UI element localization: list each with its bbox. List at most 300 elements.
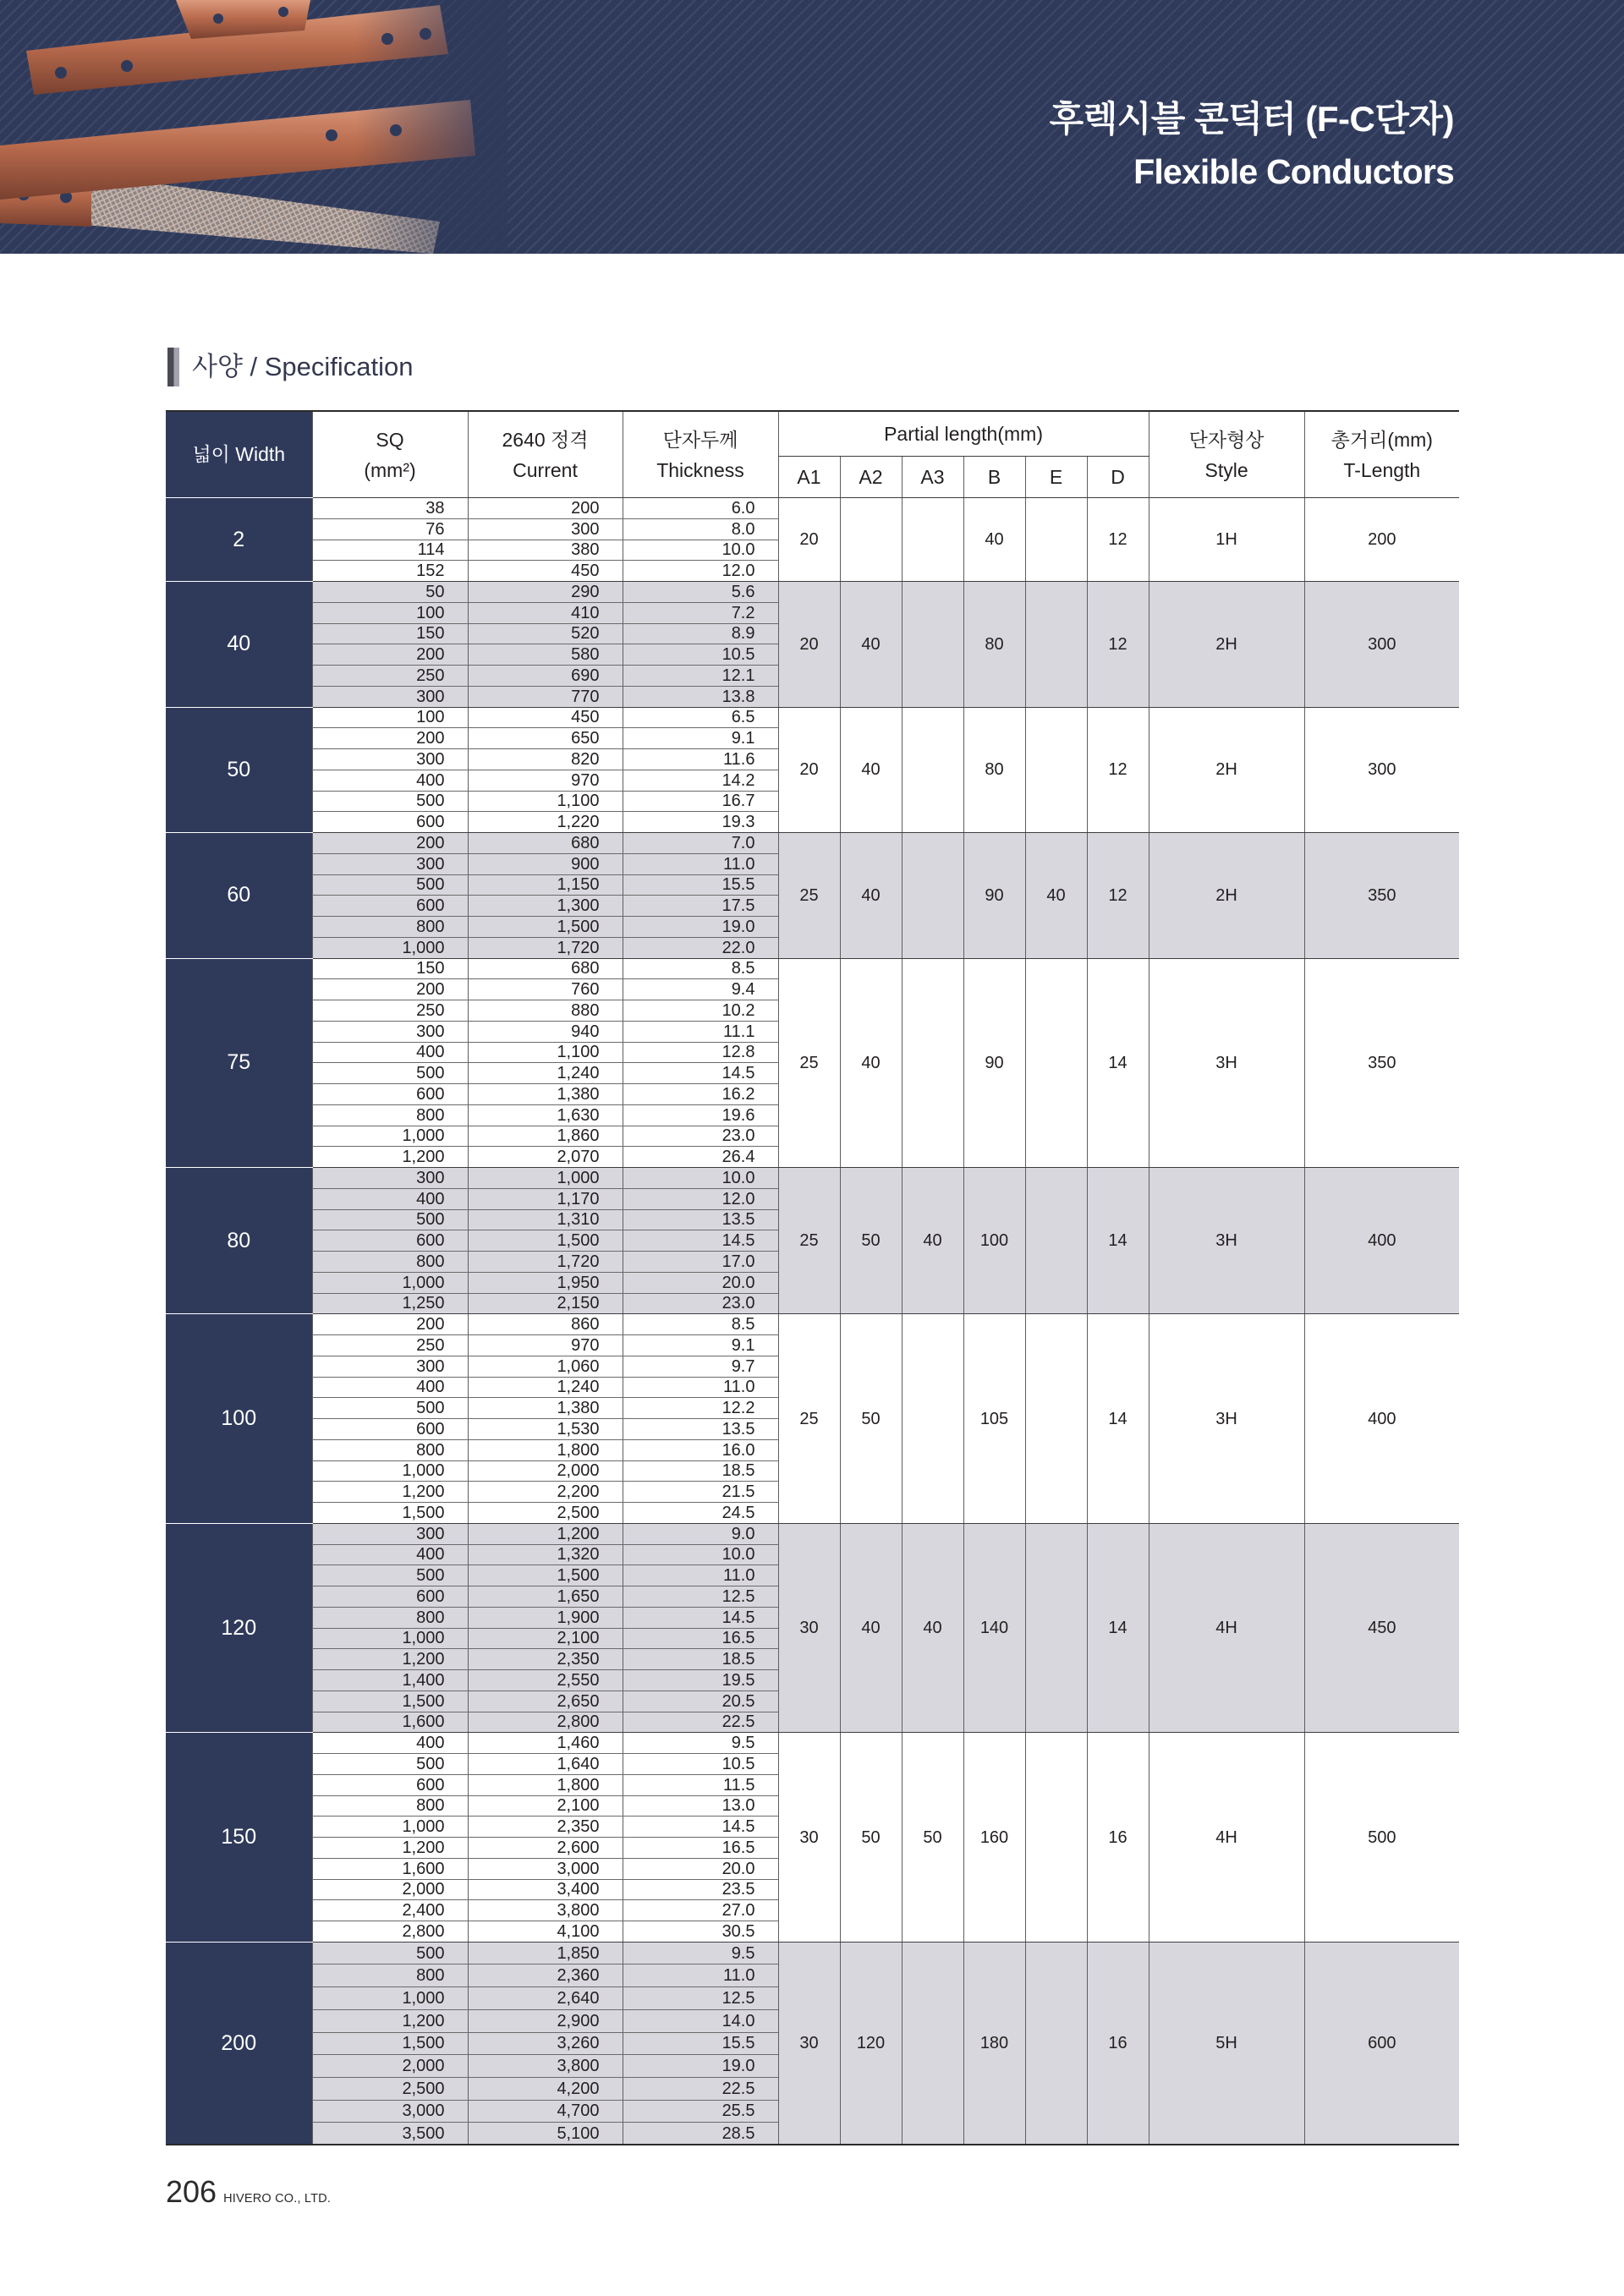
current-cell: 680 bbox=[468, 833, 623, 854]
sq-cell: 1,200 bbox=[312, 2009, 468, 2032]
title-english: Flexible Conductors bbox=[1133, 152, 1454, 191]
thickness-cell: 8.9 bbox=[623, 623, 778, 644]
page-footer bbox=[166, 2175, 331, 2209]
t-length-cell: 300 bbox=[1304, 582, 1459, 708]
current-cell: 1,650 bbox=[468, 1586, 623, 1608]
thickness-cell: 25.5 bbox=[623, 2100, 778, 2123]
thickness-cell: 11.0 bbox=[623, 1565, 778, 1586]
current-cell: 4,100 bbox=[468, 1921, 623, 1943]
width-cell: 2 bbox=[166, 498, 312, 582]
current-cell: 1,640 bbox=[468, 1754, 623, 1775]
width-cell: 50 bbox=[166, 707, 312, 833]
partial-e-cell bbox=[1025, 1942, 1087, 2145]
table-row bbox=[166, 958, 1459, 979]
partial-b-cell: 40 bbox=[963, 498, 1025, 582]
partial-a2-cell: 50 bbox=[840, 1733, 902, 1943]
thickness-cell: 14.2 bbox=[623, 770, 778, 791]
current-cell: 880 bbox=[468, 1000, 623, 1022]
sq-cell: 250 bbox=[312, 1335, 468, 1356]
partial-d-cell: 12 bbox=[1087, 833, 1149, 959]
header-current-korean: 2640 정격 bbox=[502, 428, 589, 451]
sq-cell: 1,000 bbox=[312, 1460, 468, 1482]
header-width: 넓이 Width bbox=[166, 411, 312, 498]
sq-cell: 1,200 bbox=[312, 1838, 468, 1859]
thickness-cell: 13.0 bbox=[623, 1795, 778, 1817]
sq-cell: 600 bbox=[312, 1084, 468, 1105]
thickness-cell: 14.5 bbox=[623, 1063, 778, 1084]
sq-cell: 800 bbox=[312, 1795, 468, 1817]
header-t-length bbox=[1304, 411, 1459, 498]
thickness-cell: 15.5 bbox=[623, 2032, 778, 2055]
sq-cell: 1,000 bbox=[312, 1272, 468, 1293]
sq-cell: 300 bbox=[312, 749, 468, 770]
sq-cell: 800 bbox=[312, 917, 468, 938]
style-cell: 4H bbox=[1149, 1523, 1304, 1733]
partial-e-cell bbox=[1025, 582, 1087, 708]
thickness-cell: 12.8 bbox=[623, 1042, 778, 1063]
partial-e-cell: 40 bbox=[1025, 833, 1087, 959]
sq-cell: 500 bbox=[312, 1209, 468, 1230]
current-cell: 580 bbox=[468, 644, 623, 666]
partial-b-cell: 100 bbox=[963, 1168, 1025, 1314]
thickness-cell: 11.1 bbox=[623, 1021, 778, 1042]
thickness-cell: 14.5 bbox=[623, 1817, 778, 1838]
header-d: D bbox=[1087, 457, 1149, 498]
sq-cell: 1,000 bbox=[312, 1987, 468, 2010]
current-cell: 3,800 bbox=[468, 2055, 623, 2078]
thickness-cell: 12.0 bbox=[623, 1188, 778, 1209]
partial-a1-cell: 25 bbox=[778, 958, 840, 1168]
thickness-cell: 11.0 bbox=[623, 853, 778, 874]
current-cell: 1,060 bbox=[468, 1356, 623, 1377]
sq-cell: 400 bbox=[312, 770, 468, 791]
current-cell: 410 bbox=[468, 602, 623, 623]
t-length-cell: 400 bbox=[1304, 1314, 1459, 1524]
sq-cell: 200 bbox=[312, 644, 468, 666]
current-cell: 1,240 bbox=[468, 1377, 623, 1398]
thickness-cell: 10.0 bbox=[623, 1544, 778, 1565]
current-cell: 300 bbox=[468, 518, 623, 540]
thickness-cell: 22.0 bbox=[623, 937, 778, 958]
header-current-label: Current bbox=[513, 458, 578, 481]
sq-cell: 500 bbox=[312, 874, 468, 896]
current-cell: 1,300 bbox=[468, 896, 623, 917]
thickness-cell: 23.5 bbox=[623, 1879, 778, 1900]
t-length-cell: 300 bbox=[1304, 707, 1459, 833]
t-length-cell: 350 bbox=[1304, 833, 1459, 959]
style-cell: 5H bbox=[1149, 1942, 1304, 2145]
sq-cell: 400 bbox=[312, 1733, 468, 1754]
sq-cell: 400 bbox=[312, 1042, 468, 1063]
thickness-cell: 20.0 bbox=[623, 1858, 778, 1879]
partial-e-cell bbox=[1025, 498, 1087, 582]
thickness-cell: 19.6 bbox=[623, 1104, 778, 1126]
thickness-cell: 12.2 bbox=[623, 1398, 778, 1419]
current-cell: 1,860 bbox=[468, 1126, 623, 1147]
t-length-cell: 600 bbox=[1304, 1942, 1459, 2145]
thickness-cell: 9.0 bbox=[623, 1523, 778, 1544]
thickness-cell: 20.0 bbox=[623, 1272, 778, 1293]
style-cell: 1H bbox=[1149, 498, 1304, 582]
header-partial-length: Partial length(mm) bbox=[778, 411, 1149, 457]
thickness-cell: 18.5 bbox=[623, 1649, 778, 1670]
sq-cell: 1,400 bbox=[312, 1670, 468, 1691]
sq-cell: 800 bbox=[312, 1607, 468, 1628]
current-cell: 2,100 bbox=[468, 1795, 623, 1817]
sq-cell: 200 bbox=[312, 833, 468, 854]
thickness-cell: 19.5 bbox=[623, 1670, 778, 1691]
header-t-length-korean: 총거리(mm) bbox=[1330, 428, 1433, 451]
current-cell: 2,640 bbox=[468, 1987, 623, 2010]
partial-a1-cell: 20 bbox=[778, 498, 840, 582]
current-cell: 5,100 bbox=[468, 2123, 623, 2145]
current-cell: 1,380 bbox=[468, 1084, 623, 1105]
partial-b-cell: 80 bbox=[963, 582, 1025, 708]
sq-cell: 500 bbox=[312, 1398, 468, 1419]
sq-cell: 500 bbox=[312, 1942, 468, 1964]
t-length-cell: 200 bbox=[1304, 498, 1459, 582]
partial-a1-cell: 25 bbox=[778, 833, 840, 959]
sq-cell: 300 bbox=[312, 853, 468, 874]
sq-cell: 400 bbox=[312, 1377, 468, 1398]
current-cell: 1,530 bbox=[468, 1419, 623, 1440]
current-cell: 4,200 bbox=[468, 2077, 623, 2100]
partial-e-cell bbox=[1025, 1168, 1087, 1314]
current-cell: 1,900 bbox=[468, 1607, 623, 1628]
partial-d-cell: 16 bbox=[1087, 1942, 1149, 2145]
thickness-cell: 9.5 bbox=[623, 1942, 778, 1964]
partial-b-cell: 160 bbox=[963, 1733, 1025, 1943]
current-cell: 380 bbox=[468, 540, 623, 561]
sq-cell: 76 bbox=[312, 518, 468, 540]
header-style-label: Style bbox=[1204, 458, 1248, 481]
partial-a3-cell: 40 bbox=[902, 1168, 963, 1314]
sq-cell: 600 bbox=[312, 1774, 468, 1795]
current-cell: 2,600 bbox=[468, 1838, 623, 1859]
header-thickness-korean: 단자두께 bbox=[662, 428, 738, 451]
style-cell: 2H bbox=[1149, 582, 1304, 708]
sq-cell: 1,500 bbox=[312, 1690, 468, 1712]
thickness-cell: 14.0 bbox=[623, 2009, 778, 2032]
sq-cell: 3,000 bbox=[312, 2100, 468, 2123]
sq-cell: 1,200 bbox=[312, 1482, 468, 1503]
current-cell: 2,900 bbox=[468, 2009, 623, 2032]
sq-cell: 200 bbox=[312, 1314, 468, 1335]
width-cell: 150 bbox=[166, 1733, 312, 1943]
sq-cell: 100 bbox=[312, 707, 468, 728]
title-block bbox=[1050, 97, 1454, 194]
partial-d-cell: 14 bbox=[1087, 1523, 1149, 1733]
header-banner bbox=[0, 0, 1624, 254]
sq-cell: 800 bbox=[312, 1252, 468, 1273]
partial-a3-cell bbox=[902, 1314, 963, 1524]
current-cell: 2,200 bbox=[468, 1482, 623, 1503]
partial-a3-cell bbox=[902, 498, 963, 582]
current-cell: 2,800 bbox=[468, 1712, 623, 1733]
header-sq bbox=[312, 411, 468, 498]
table-body bbox=[166, 498, 1459, 2145]
sq-cell: 800 bbox=[312, 1439, 468, 1460]
current-cell: 2,350 bbox=[468, 1649, 623, 1670]
partial-a2-cell: 40 bbox=[840, 958, 902, 1168]
thickness-cell: 30.5 bbox=[623, 1921, 778, 1943]
sq-cell: 1,000 bbox=[312, 937, 468, 958]
sq-cell: 250 bbox=[312, 1000, 468, 1022]
thickness-cell: 10.5 bbox=[623, 644, 778, 666]
current-cell: 940 bbox=[468, 1021, 623, 1042]
current-cell: 1,630 bbox=[468, 1104, 623, 1126]
thickness-cell: 9.5 bbox=[623, 1733, 778, 1754]
header-b: B bbox=[963, 457, 1025, 498]
sq-cell: 50 bbox=[312, 582, 468, 603]
sq-cell: 114 bbox=[312, 540, 468, 561]
table-row bbox=[166, 582, 1459, 603]
partial-b-cell: 105 bbox=[963, 1314, 1025, 1524]
style-cell: 2H bbox=[1149, 833, 1304, 959]
sq-cell: 500 bbox=[312, 1754, 468, 1775]
partial-a3-cell bbox=[902, 958, 963, 1168]
sq-cell: 200 bbox=[312, 979, 468, 1000]
thickness-cell: 9.4 bbox=[623, 979, 778, 1000]
thickness-cell: 13.8 bbox=[623, 686, 778, 707]
thickness-cell: 6.0 bbox=[623, 498, 778, 519]
partial-a1-cell: 30 bbox=[778, 1942, 840, 2145]
current-cell: 1,220 bbox=[468, 812, 623, 833]
partial-b-cell: 80 bbox=[963, 707, 1025, 833]
sq-cell: 2,500 bbox=[312, 2077, 468, 2100]
partial-a2-cell: 120 bbox=[840, 1942, 902, 2145]
style-cell: 3H bbox=[1149, 958, 1304, 1168]
sq-cell: 152 bbox=[312, 561, 468, 582]
style-cell: 3H bbox=[1149, 1168, 1304, 1314]
thickness-cell: 11.0 bbox=[623, 1964, 778, 1987]
current-cell: 3,800 bbox=[468, 1900, 623, 1921]
current-cell: 1,240 bbox=[468, 1063, 623, 1084]
partial-b-cell: 180 bbox=[963, 1942, 1025, 2145]
thickness-cell: 23.0 bbox=[623, 1126, 778, 1147]
thickness-cell: 16.5 bbox=[623, 1838, 778, 1859]
thickness-cell: 19.0 bbox=[623, 2055, 778, 2078]
page-number: 206 bbox=[166, 2174, 217, 2209]
current-cell: 520 bbox=[468, 623, 623, 644]
current-cell: 1,850 bbox=[468, 1942, 623, 1964]
thickness-cell: 13.5 bbox=[623, 1209, 778, 1230]
partial-a2-cell: 40 bbox=[840, 707, 902, 833]
sq-cell: 1,600 bbox=[312, 1858, 468, 1879]
partial-a3-cell bbox=[902, 1942, 963, 2145]
header-sq-label: SQ bbox=[376, 428, 404, 451]
current-cell: 650 bbox=[468, 728, 623, 749]
sq-cell: 600 bbox=[312, 1230, 468, 1252]
partial-d-cell: 12 bbox=[1087, 498, 1149, 582]
current-cell: 1,310 bbox=[468, 1209, 623, 1230]
current-cell: 1,500 bbox=[468, 1565, 623, 1586]
current-cell: 970 bbox=[468, 770, 623, 791]
sq-cell: 150 bbox=[312, 623, 468, 644]
current-cell: 1,500 bbox=[468, 917, 623, 938]
sq-cell: 1,500 bbox=[312, 2032, 468, 2055]
sq-cell: 300 bbox=[312, 1523, 468, 1544]
table-row bbox=[166, 707, 1459, 728]
thickness-cell: 12.1 bbox=[623, 666, 778, 687]
partial-a2-cell: 40 bbox=[840, 833, 902, 959]
partial-e-cell bbox=[1025, 1523, 1087, 1733]
thickness-cell: 22.5 bbox=[623, 1712, 778, 1733]
sq-cell: 600 bbox=[312, 1586, 468, 1608]
current-cell: 2,070 bbox=[468, 1147, 623, 1168]
current-cell: 290 bbox=[468, 582, 623, 603]
sq-cell: 1,250 bbox=[312, 1293, 468, 1314]
current-cell: 4,700 bbox=[468, 2100, 623, 2123]
width-cell: 60 bbox=[166, 833, 312, 959]
company-name: HIVERO CO., LTD. bbox=[223, 2192, 332, 2206]
sq-cell: 500 bbox=[312, 791, 468, 812]
thickness-cell: 7.0 bbox=[623, 833, 778, 854]
current-cell: 1,150 bbox=[468, 874, 623, 896]
sq-cell: 1,000 bbox=[312, 1628, 468, 1649]
sq-cell: 1,000 bbox=[312, 1126, 468, 1147]
thickness-cell: 5.6 bbox=[623, 582, 778, 603]
style-cell: 3H bbox=[1149, 1314, 1304, 1524]
current-cell: 760 bbox=[468, 979, 623, 1000]
sq-cell: 300 bbox=[312, 1021, 468, 1042]
current-cell: 3,260 bbox=[468, 2032, 623, 2055]
section-title: 사양 / Specification bbox=[192, 352, 414, 381]
thickness-cell: 23.0 bbox=[623, 1293, 778, 1314]
partial-a2-cell bbox=[840, 498, 902, 582]
partial-a1-cell: 20 bbox=[778, 707, 840, 833]
partial-d-cell: 14 bbox=[1087, 1168, 1149, 1314]
thickness-cell: 24.5 bbox=[623, 1503, 778, 1524]
sq-cell: 800 bbox=[312, 1104, 468, 1126]
width-cell: 120 bbox=[166, 1523, 312, 1733]
table-row bbox=[166, 1523, 1459, 1544]
partial-d-cell: 12 bbox=[1087, 707, 1149, 833]
sq-cell: 1,200 bbox=[312, 1147, 468, 1168]
sq-cell: 600 bbox=[312, 896, 468, 917]
table-row bbox=[166, 1942, 1459, 1964]
current-cell: 770 bbox=[468, 686, 623, 707]
partial-d-cell: 14 bbox=[1087, 1314, 1149, 1524]
current-cell: 1,500 bbox=[468, 1230, 623, 1252]
sq-cell: 500 bbox=[312, 1565, 468, 1586]
current-cell: 2,500 bbox=[468, 1503, 623, 1524]
width-cell: 75 bbox=[166, 958, 312, 1168]
thickness-cell: 19.3 bbox=[623, 812, 778, 833]
table-row bbox=[166, 1168, 1459, 1189]
sq-cell: 400 bbox=[312, 1544, 468, 1565]
header-thickness-label: Thickness bbox=[656, 458, 744, 481]
thickness-cell: 14.5 bbox=[623, 1230, 778, 1252]
specification-table bbox=[166, 410, 1459, 2145]
current-cell: 3,400 bbox=[468, 1879, 623, 1900]
style-cell: 4H bbox=[1149, 1733, 1304, 1943]
thickness-cell: 14.5 bbox=[623, 1607, 778, 1628]
partial-a2-cell: 50 bbox=[840, 1314, 902, 1524]
thickness-cell: 28.5 bbox=[623, 2123, 778, 2145]
thickness-cell: 9.1 bbox=[623, 728, 778, 749]
header-style bbox=[1149, 411, 1304, 498]
current-cell: 200 bbox=[468, 498, 623, 519]
current-cell: 2,150 bbox=[468, 1293, 623, 1314]
current-cell: 450 bbox=[468, 707, 623, 728]
partial-a3-cell: 40 bbox=[902, 1523, 963, 1733]
current-cell: 2,650 bbox=[468, 1690, 623, 1712]
thickness-cell: 17.0 bbox=[623, 1252, 778, 1273]
partial-a2-cell: 50 bbox=[840, 1168, 902, 1314]
current-cell: 1,800 bbox=[468, 1774, 623, 1795]
current-cell: 1,000 bbox=[468, 1168, 623, 1189]
partial-a1-cell: 20 bbox=[778, 582, 840, 708]
sq-cell: 100 bbox=[312, 602, 468, 623]
sq-cell: 200 bbox=[312, 728, 468, 749]
header-a2: A2 bbox=[840, 457, 902, 498]
partial-b-cell: 90 bbox=[963, 958, 1025, 1168]
sq-cell: 250 bbox=[312, 666, 468, 687]
thickness-cell: 9.1 bbox=[623, 1335, 778, 1356]
sq-cell: 2,000 bbox=[312, 2055, 468, 2078]
thickness-cell: 15.5 bbox=[623, 874, 778, 896]
thickness-cell: 21.5 bbox=[623, 1482, 778, 1503]
current-cell: 1,950 bbox=[468, 1272, 623, 1293]
thickness-cell: 13.5 bbox=[623, 1419, 778, 1440]
sq-cell: 1,500 bbox=[312, 1503, 468, 1524]
sq-cell: 1,600 bbox=[312, 1712, 468, 1733]
sq-cell: 1,200 bbox=[312, 1649, 468, 1670]
width-cell: 200 bbox=[166, 1942, 312, 2145]
header-e: E bbox=[1025, 457, 1087, 498]
t-length-cell: 500 bbox=[1304, 1733, 1459, 1943]
sq-cell: 150 bbox=[312, 958, 468, 979]
sq-cell: 600 bbox=[312, 812, 468, 833]
header-sq-unit: (mm²) bbox=[364, 458, 416, 481]
sq-cell: 800 bbox=[312, 1964, 468, 1987]
partial-a2-cell: 40 bbox=[840, 1523, 902, 1733]
partial-e-cell bbox=[1025, 1733, 1087, 1943]
thickness-cell: 18.5 bbox=[623, 1460, 778, 1482]
current-cell: 1,100 bbox=[468, 1042, 623, 1063]
table-header-row bbox=[166, 411, 1459, 457]
header-thickness bbox=[623, 411, 778, 498]
thickness-cell: 12.5 bbox=[623, 1987, 778, 2010]
section-marker bbox=[167, 348, 179, 386]
sq-cell: 3,500 bbox=[312, 2123, 468, 2145]
partial-b-cell: 140 bbox=[963, 1523, 1025, 1733]
sq-cell: 400 bbox=[312, 1188, 468, 1209]
thickness-cell: 8.5 bbox=[623, 1314, 778, 1335]
current-cell: 970 bbox=[468, 1335, 623, 1356]
partial-e-cell bbox=[1025, 1314, 1087, 1524]
sq-cell: 300 bbox=[312, 1356, 468, 1377]
thickness-cell: 9.7 bbox=[623, 1356, 778, 1377]
sq-cell: 500 bbox=[312, 1063, 468, 1084]
current-cell: 1,200 bbox=[468, 1523, 623, 1544]
partial-a3-cell: 50 bbox=[902, 1733, 963, 1943]
current-cell: 450 bbox=[468, 561, 623, 582]
partial-a2-cell: 40 bbox=[840, 582, 902, 708]
table-row bbox=[166, 498, 1459, 519]
thickness-cell: 11.0 bbox=[623, 1377, 778, 1398]
thickness-cell: 7.2 bbox=[623, 602, 778, 623]
partial-d-cell: 14 bbox=[1087, 958, 1149, 1168]
width-cell: 100 bbox=[166, 1314, 312, 1524]
partial-a3-cell bbox=[902, 833, 963, 959]
sq-cell: 38 bbox=[312, 498, 468, 519]
table-row bbox=[166, 1733, 1459, 1754]
header-a1: A1 bbox=[778, 457, 840, 498]
current-cell: 680 bbox=[468, 958, 623, 979]
width-cell: 80 bbox=[166, 1168, 312, 1314]
